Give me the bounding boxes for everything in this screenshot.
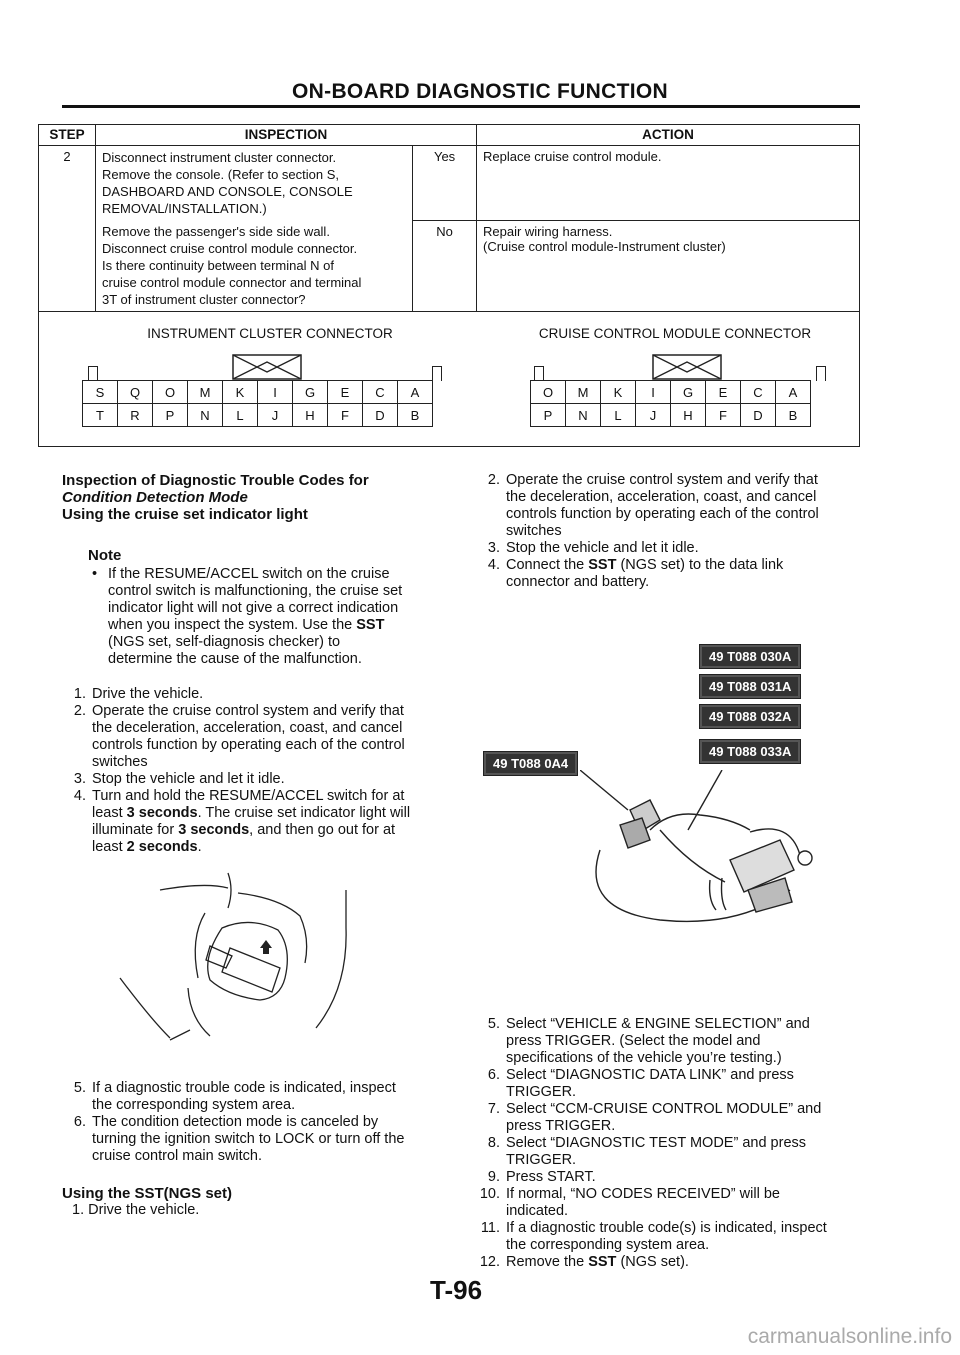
step-number: 2.	[73, 703, 86, 719]
sst-part-tag: 49 T088 030A	[700, 645, 800, 668]
yes-label: Yes	[413, 146, 477, 221]
inspection-text-a	[96, 146, 413, 221]
text: (NGS set) to the data link	[620, 557, 784, 573]
procedure-list	[62, 686, 462, 805]
step-text: Select “DIAGNOSTIC DATA LINK” and press	[506, 1067, 794, 1083]
connector-latch	[432, 366, 442, 381]
step-text: If normal, “NO CODES RECEIVED” will be	[506, 1186, 780, 1202]
list-item	[62, 686, 462, 703]
connector-pin: M	[566, 381, 601, 404]
sst-part-tag: 49 T088 0A4	[484, 752, 577, 775]
step-number: 2.	[487, 472, 500, 488]
bullet-icon: •	[92, 566, 98, 582]
note-line: control switch is malfunctioning, the cruise set	[108, 583, 403, 599]
procedure-list	[476, 472, 876, 557]
note-line: If the RESUME/ACCEL switch on the cruise	[108, 566, 390, 582]
page-number: T-96	[430, 1275, 483, 1305]
inspection-text-b	[96, 220, 413, 312]
table-row	[39, 220, 860, 312]
procedure-list	[476, 1016, 876, 1254]
step-text: Select “VEHICLE & ENGINE SELECTION” and	[506, 1016, 810, 1032]
bold-text: SST	[588, 1254, 617, 1270]
text: least	[92, 839, 123, 855]
note-line	[108, 617, 402, 634]
step-text: TRIGGER.	[506, 1152, 577, 1168]
connector-pin: Q	[118, 381, 153, 404]
list-item	[476, 1050, 876, 1067]
list-item	[476, 557, 876, 591]
connector-pin: N	[188, 404, 223, 427]
list-item	[476, 1169, 876, 1186]
step-text: switches	[92, 754, 148, 770]
step-text: switches	[506, 523, 562, 539]
list-item	[476, 1118, 876, 1135]
sst-part-tag: 49 T088 031A	[700, 675, 800, 698]
bold-text: 3 seconds	[126, 805, 198, 821]
inspection-line: Is there continuity between terminal N of	[102, 258, 334, 273]
list-item	[62, 1131, 462, 1148]
sst-heading: Using the SST(NGS set)	[62, 1185, 233, 1202]
connector-pin: D	[741, 404, 776, 427]
note-line: (NGS set, self-diagnosis checker) to	[108, 634, 341, 650]
list-item	[476, 1237, 876, 1254]
step-number	[62, 720, 92, 737]
list-item	[476, 1220, 876, 1237]
header-action: ACTION	[477, 125, 860, 146]
table-row	[39, 146, 860, 221]
inspection-line: REMOVAL/INSTALLATION.)	[102, 201, 267, 216]
step-number	[476, 489, 506, 506]
step-number: 4.	[73, 788, 86, 804]
connector-latch	[534, 366, 544, 381]
connector-pin: H	[293, 404, 328, 427]
connector-pin: H	[671, 404, 706, 427]
procedure-list	[62, 1080, 462, 1165]
note-text: when you inspect the system. Use the	[108, 617, 353, 633]
connector-pin: A	[398, 381, 433, 404]
step-text: If a diagnostic trouble code is indicated, inspect	[92, 1080, 396, 1096]
step-number	[476, 506, 506, 523]
text: Remove the	[506, 1254, 585, 1270]
indicator-light-illustration	[110, 868, 370, 1058]
list-item	[476, 1084, 876, 1101]
section-heading: Condition Detection Mode	[62, 489, 248, 506]
step4-continuation	[92, 805, 462, 856]
step-number	[62, 754, 92, 771]
step-text: TRIGGER.	[506, 1084, 577, 1100]
step-text: Press START.	[506, 1169, 596, 1185]
left-column-lower	[62, 1080, 462, 1219]
step-text: indicated.	[506, 1203, 569, 1219]
text: (NGS set).	[620, 1254, 689, 1270]
cruise-connector-pins	[530, 380, 811, 427]
step-text: controls function by operating each of the control	[506, 506, 819, 522]
text: least	[92, 805, 123, 821]
connector-pin: F	[706, 404, 741, 427]
list-item	[476, 1203, 876, 1220]
text: illuminate for	[92, 822, 175, 838]
step-text: press TRIGGER.	[506, 1118, 616, 1134]
step-number: 3.	[73, 771, 86, 787]
step-number: 6.	[73, 1114, 86, 1130]
connector-pin: E	[706, 381, 741, 404]
sst-part-tag: 49 T088 032A	[700, 705, 800, 728]
step-number: 5.	[73, 1080, 86, 1096]
yes-action: Replace cruise control module.	[477, 146, 860, 221]
list-item	[476, 1101, 876, 1118]
connector-key-icon	[652, 354, 722, 380]
list-item	[476, 1135, 876, 1152]
instrument-connector-pins	[82, 380, 433, 427]
text: .	[197, 839, 202, 855]
sst-step: 1. Drive the vehicle.	[72, 1202, 200, 1218]
list-item	[476, 1254, 876, 1271]
step4-line	[92, 839, 462, 856]
instrument-connector-title: INSTRUMENT CLUSTER CONNECTOR	[147, 326, 393, 341]
list-item	[62, 754, 462, 771]
step-number	[62, 1131, 92, 1148]
inspection-line: 3T of instrument cluster connector?	[102, 292, 306, 307]
watermark: carmanualsonline.info	[747, 1325, 952, 1348]
list-item	[476, 506, 876, 523]
step-text: the corresponding system area.	[92, 1097, 296, 1113]
step-text: press TRIGGER. (Select the model and	[506, 1033, 761, 1049]
step-number: 8.	[487, 1135, 500, 1151]
connector-pin: P	[531, 404, 566, 427]
list-item	[476, 1033, 876, 1050]
connector-pin: D	[363, 404, 398, 427]
connector-pin: I	[258, 381, 293, 404]
connector-pin: M	[188, 381, 223, 404]
step-number: 5.	[487, 1016, 500, 1032]
step-number	[476, 523, 506, 540]
list-item	[476, 1067, 876, 1084]
text: Connect the	[506, 557, 585, 573]
step-text: specifications of the vehicle you’re testing.)	[506, 1050, 782, 1066]
right-column-lower	[476, 1016, 876, 1271]
step-text: controls function by operating each of the control	[92, 737, 405, 753]
connector-pin: G	[671, 381, 706, 404]
cruise-connector-title: CRUISE CONTROL MODULE CONNECTOR	[538, 326, 812, 341]
note-line: indicator light will not give a correct indication	[108, 600, 399, 616]
connector-pin: F	[328, 404, 363, 427]
step-number	[476, 1152, 506, 1169]
step-number	[62, 1148, 92, 1165]
step-line	[506, 557, 783, 574]
connector-pin: E	[328, 381, 363, 404]
step-number	[476, 1237, 506, 1254]
header-step: STEP	[39, 125, 96, 146]
inspection-line: DASHBOARD AND CONSOLE, CONSOLE	[102, 184, 353, 199]
list-item	[476, 1016, 876, 1033]
note-line: determine the cause of the malfunction.	[108, 651, 362, 667]
step-text: Select “CCM-CRUISE CONTROL MODULE” and	[506, 1101, 822, 1117]
step-number	[476, 1084, 506, 1101]
left-column	[62, 472, 462, 856]
connector-pin: P	[153, 404, 188, 427]
section-heading: Using the cruise set indicator light	[62, 506, 308, 523]
step-text: Select “DIAGNOSTIC TEST MODE” and press	[506, 1135, 807, 1151]
step-number	[476, 1118, 506, 1135]
step-number: 6.	[487, 1067, 500, 1083]
connector-key-icon	[232, 354, 302, 380]
step4-line	[92, 805, 462, 822]
connector-pin: O	[153, 381, 188, 404]
note-label: Note	[88, 547, 122, 564]
step-text: If a diagnostic trouble code(s) is indicated, inspect	[506, 1220, 827, 1236]
step-number: 1.	[73, 686, 86, 702]
table-header-row	[39, 125, 860, 146]
connector-pin: C	[741, 381, 776, 404]
no-label: No	[413, 220, 477, 312]
step-text: The condition detection mode is canceled by	[92, 1114, 379, 1130]
inspection-line: Disconnect instrument cluster connector.	[102, 150, 337, 165]
text: . The cruise set indicator light will	[197, 805, 411, 821]
connector-pin: B	[398, 404, 433, 427]
step-number: 3.	[487, 540, 500, 556]
connector-pin: N	[566, 404, 601, 427]
connector-latch	[816, 366, 826, 381]
step-line	[506, 1254, 689, 1271]
bold-text: SST	[588, 557, 617, 573]
step-number: 11.	[480, 1220, 500, 1236]
step-text: turning the ignition switch to LOCK or turn off the	[92, 1131, 405, 1147]
step-number	[62, 1097, 92, 1114]
step-text: Operate the cruise control system and verify that	[506, 472, 818, 488]
step-text: the deceleration, acceleration, coast, and cancel	[92, 720, 403, 736]
step-number: 12.	[479, 1254, 500, 1270]
note-sst: SST	[356, 617, 385, 633]
connector-pin: L	[223, 404, 258, 427]
step-text: cruise control main switch.	[92, 1148, 263, 1164]
step-text: the corresponding system area.	[506, 1237, 710, 1253]
inspection-line: Remove the console. (Refer to section S,	[102, 167, 340, 182]
no-action-line: (Cruise control module-Instrument cluster)	[483, 238, 726, 254]
step-text: Operate the cruise control system and verify that	[92, 703, 404, 719]
connector-pin: K	[601, 381, 636, 404]
list-item	[476, 1186, 876, 1203]
list-item	[62, 737, 462, 754]
list-item	[476, 523, 876, 540]
section-heading: Inspection of Diagnostic Trouble Codes for	[62, 472, 369, 489]
step4-line	[92, 822, 462, 839]
inspection-line: Remove the passenger's side side wall.	[102, 224, 330, 239]
list-item	[62, 1114, 462, 1131]
list-item	[476, 472, 876, 489]
step-number	[476, 1033, 506, 1050]
step-number	[476, 1203, 506, 1220]
list-item	[62, 720, 462, 737]
right-column	[476, 472, 876, 591]
sst-part-tag: 49 T088 033A	[700, 740, 800, 763]
list-item	[62, 788, 462, 805]
step-text: Drive the vehicle.	[92, 686, 204, 702]
title-rule	[62, 105, 860, 108]
connector-pin: A	[776, 381, 811, 404]
step-number: 7.	[487, 1101, 500, 1117]
connector-pin: G	[293, 381, 328, 404]
step-number	[62, 737, 92, 754]
list-item	[62, 771, 462, 788]
inspection-line: Disconnect cruise control module connector.	[102, 241, 358, 256]
connector-pin: J	[258, 404, 293, 427]
step-text: Stop the vehicle and let it idle.	[506, 540, 699, 556]
no-action-line: Repair wiring harness.	[483, 223, 613, 239]
step-text: Turn and hold the RESUME/ACCEL switch for at	[92, 788, 405, 804]
inspection-line: cruise control module connector and terminal	[102, 275, 362, 290]
header-inspection: INSPECTION	[96, 125, 477, 146]
list-item	[476, 1152, 876, 1169]
list-item	[62, 1080, 462, 1097]
no-action	[477, 220, 860, 312]
step-number: 2	[39, 146, 96, 312]
text: , and then go out for at	[249, 822, 396, 838]
list-item	[62, 703, 462, 720]
connector-pin: T	[83, 404, 118, 427]
connector-pin: K	[223, 381, 258, 404]
connector-latch	[88, 366, 98, 381]
step-number: 4.	[487, 557, 500, 573]
step-number: 10.	[479, 1186, 500, 1202]
connector-pin: S	[83, 381, 118, 404]
step-line: connector and battery.	[506, 574, 650, 590]
connector-pin: O	[531, 381, 566, 404]
page-title: ON-BOARD DIAGNOSTIC FUNCTION	[292, 80, 668, 103]
connector-pin: R	[118, 404, 153, 427]
list-item	[476, 540, 876, 557]
connector-pin: J	[636, 404, 671, 427]
connector-pin: C	[363, 381, 398, 404]
step-number: 9.	[487, 1169, 500, 1185]
step-number	[476, 1050, 506, 1067]
connector-pin: B	[776, 404, 811, 427]
bold-text: 2 seconds	[126, 839, 198, 855]
bold-text: 3 seconds	[178, 822, 250, 838]
connector-pin: L	[601, 404, 636, 427]
connector-pin: I	[636, 381, 671, 404]
list-item	[62, 1097, 462, 1114]
list-item	[476, 489, 876, 506]
list-item	[62, 1148, 462, 1165]
step-text: the deceleration, acceleration, coast, and cancel	[506, 489, 817, 505]
step-text: Stop the vehicle and let it idle.	[92, 771, 285, 787]
ngs-harness-illustration	[580, 770, 830, 930]
note-block	[92, 566, 462, 668]
